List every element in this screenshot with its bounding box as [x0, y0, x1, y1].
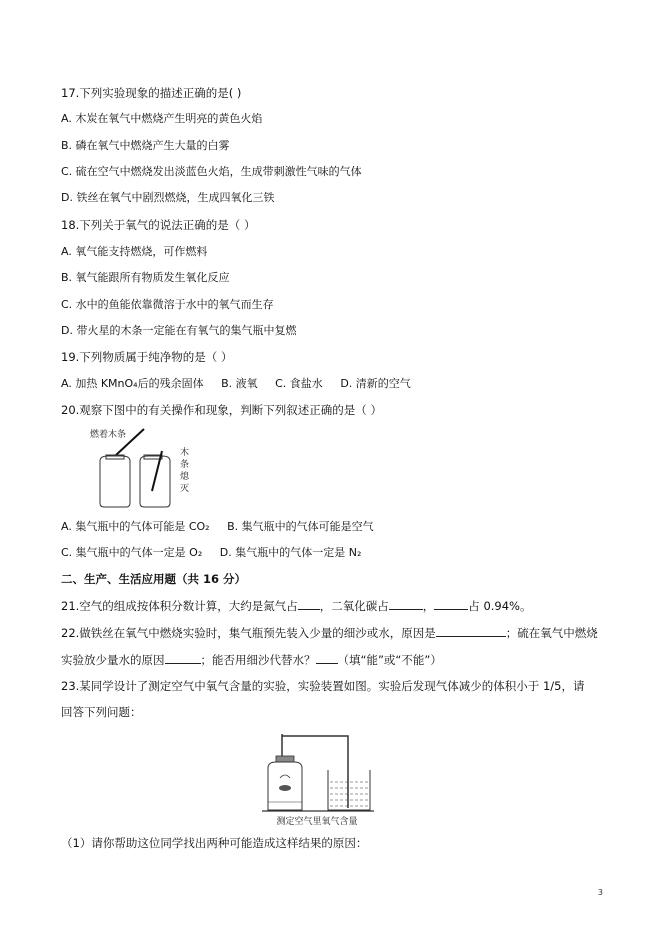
- q17-option-c: C. 硫在空气中燃烧发出淡蓝色火焰，生成带刺激性气味的气体: [61, 165, 362, 178]
- page-number: 3: [597, 888, 603, 897]
- q23-line-1: 23.某同学设计了测定空气中氧气含量的实验，实验装置如图。实验后发现气体减少的体积小于 1/5，请: [61, 679, 585, 693]
- q17-option-d: D. 铁丝在氧气中剧烈燃烧，生成四氧化三铁: [61, 191, 275, 204]
- delivery-tube-icon: [282, 736, 348, 808]
- q20-figure: [88, 425, 200, 509]
- q20-fig-label-left: 燃着木条: [90, 430, 127, 440]
- q18-stem: 18.下列关于氧气的说法正确的是（ ）: [61, 218, 256, 232]
- q22-text-3: 实验放少量水的原因: [61, 653, 165, 667]
- q20-fig-label-right-2: 条: [180, 460, 190, 470]
- q22-blank-2[interactable]: [165, 652, 201, 664]
- q18-option-b: B. 氧气能跟所有物质发生氧化反应: [61, 271, 230, 284]
- q22-blank-3[interactable]: [316, 652, 338, 664]
- q23-line-2: 回答下列问题：: [61, 705, 142, 719]
- q17-option-a: A. 木炭在氧气中燃烧产生明亮的黄色火焰: [61, 112, 263, 125]
- beaker-icon: [328, 770, 370, 810]
- q22-text-5: （填“能”或“不能”）: [337, 653, 442, 667]
- q18-option-c: C. 水中的鱼能依靠微溶于水中的氧气而生存: [61, 298, 274, 311]
- beaker-water: [330, 782, 368, 806]
- q20-options-row2: [61, 546, 361, 560]
- q20-fig-label-right-4: 灭: [180, 484, 190, 494]
- flame-icon: [280, 775, 290, 778]
- extinguished-stick-icon: [152, 451, 162, 491]
- q20-option-d: D. 集气瓶中的气体一定是 N₂: [219, 546, 362, 559]
- q20-fig-label-right-3: 熄: [180, 472, 190, 482]
- q22-text-1: 22.做铁丝在氧气中燃烧实验时，集气瓶预先装入少量的细沙或水，原因是: [61, 626, 436, 640]
- q19-options: [61, 377, 411, 391]
- q18-option-a: A. 氧气能支持燃烧，可作燃料: [61, 245, 208, 258]
- q21-text-4: 占 0.94%。: [468, 599, 532, 613]
- q19-option-d: D. 清新的空气: [340, 377, 411, 390]
- q21-text-3: ，: [422, 599, 435, 613]
- q23-apparatus-figure: [258, 730, 376, 828]
- q23-subquestion-1: （1）请你帮助这位同学找出两种可能造成这样结果的原因：: [61, 836, 368, 850]
- q22-blank-1[interactable]: [436, 625, 506, 637]
- q20-stem: 20.观察下图中的有关操作和现象，判断下列叙述正确的是（ ）: [61, 403, 382, 417]
- q21-line: [61, 598, 532, 613]
- q20-options-row1: [61, 520, 374, 534]
- stopper-icon: [276, 756, 294, 762]
- q20-option-c: C. 集气瓶中的气体一定是 O₂: [61, 546, 203, 559]
- q19-option-b: B. 液氧: [221, 377, 258, 390]
- q22-line-2: [61, 652, 442, 667]
- q21-blank-3[interactable]: [434, 598, 468, 610]
- q17-option-b: B. 磷在氧气中燃烧产生大量的白雾: [61, 139, 230, 152]
- q19-option-a: A. 加热 KMnO₄后的残余固体: [61, 377, 204, 390]
- q19-stem: 19.下列物质属于纯净物的是（ ）: [61, 350, 233, 364]
- q22-line-1: [61, 625, 598, 640]
- q18-option-d: D. 带火星的木条一定能在有氧气的集气瓶中复燃: [61, 324, 297, 337]
- q20-option-a: A. 集气瓶中的气体可能是 CO₂: [61, 520, 210, 533]
- gas-bottle-left-icon: [100, 456, 130, 507]
- q22-text-4: ；能否用细沙代替水？: [200, 653, 316, 667]
- q21-blank-1[interactable]: [298, 598, 320, 610]
- q17-stem: 17.下列实验现象的描述正确的是( ): [61, 86, 242, 100]
- q21-text-2: ，二氧化碳占: [319, 599, 389, 613]
- q19-option-c: C. 食盐水: [275, 377, 323, 390]
- q20-option-b: B. 集气瓶中的气体可能是空气: [227, 520, 374, 533]
- q20-fig-label-right-1: 木: [180, 448, 190, 458]
- q23-figure-caption: 测定空气里氧气含量: [276, 817, 358, 827]
- section-heading: 二、生产、生活应用题（共 16 分）: [61, 572, 247, 586]
- q21-blank-2[interactable]: [389, 598, 423, 610]
- q21-text-1: 21.空气的组成按体积分数计算，大约是氮气占: [61, 599, 298, 613]
- spoon-icon: [279, 785, 291, 791]
- q22-text-2: ；硫在氧气中燃烧: [505, 626, 598, 640]
